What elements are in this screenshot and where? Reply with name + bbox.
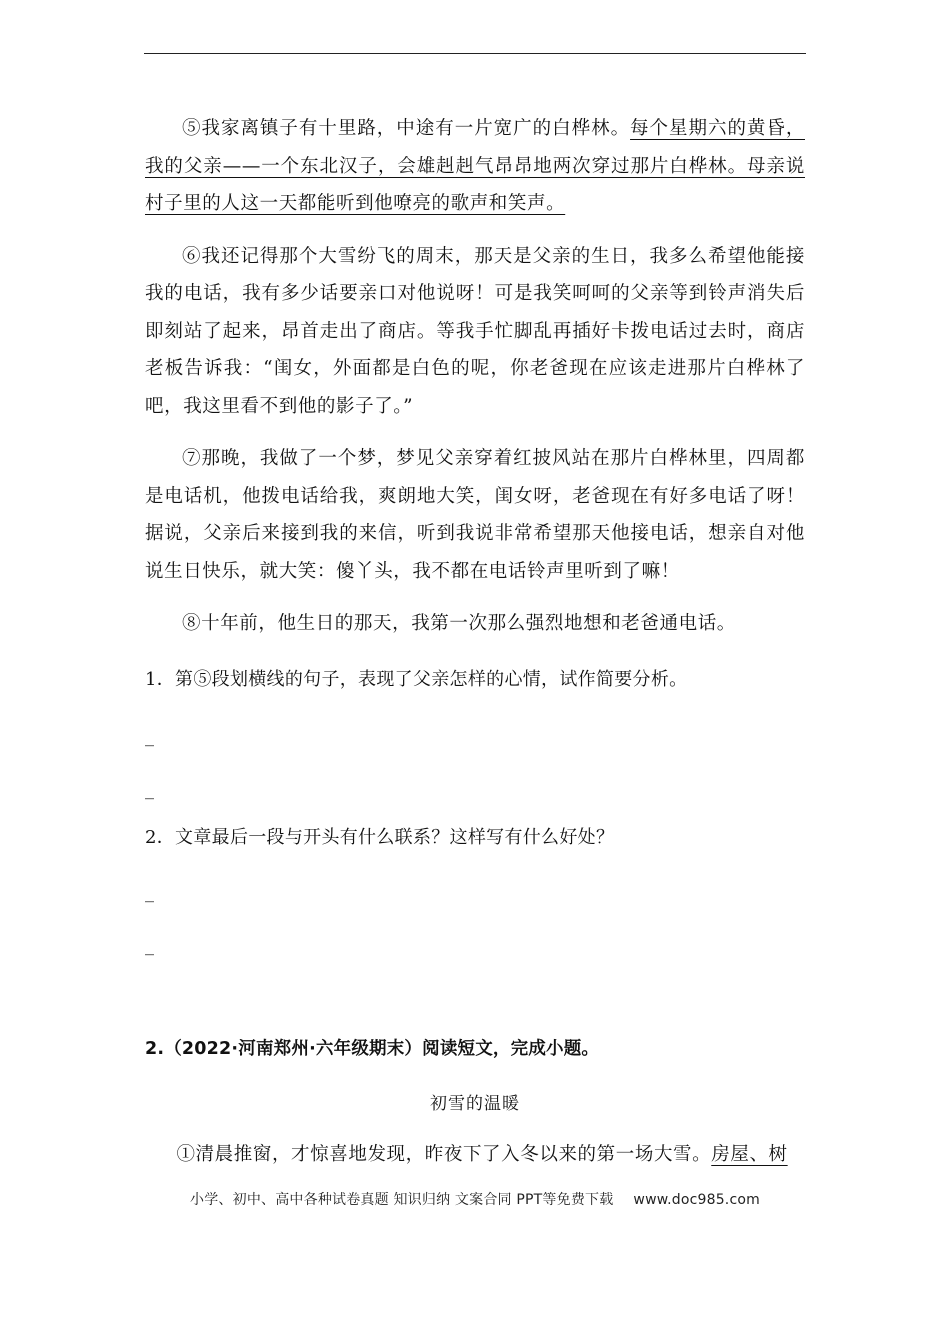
paragraph-5-text: ⑤我家离镇子有十里路，中途有一片宽广的白桦林。 — [182, 118, 631, 139]
answer-blank-1b[interactable]: _ — [145, 779, 154, 800]
paragraph-5-underlined-sentence: 每个星期六的黄昏，我的父亲——一个东北汉子，会雄赳赳气昂昂地两次穿过那片白桦林。母亲说村子里的人这一天都能听到他嘹亮的歌声和笑声。 — [145, 118, 805, 214]
page-footer — [0, 1189, 950, 1209]
question-2: 2．文章最后一段与开头有什么联系？这样写有什么好处？ — [145, 827, 615, 848]
answer-blank-2a[interactable]: _ — [145, 882, 154, 903]
question-1: 1．第⑤段划横线的句子，表现了父亲怎样的心情，试作简要分析。 — [145, 669, 688, 690]
answer-blank-1a[interactable]: _ — [145, 726, 154, 747]
story-title: 初雪的温暖 — [430, 1094, 520, 1114]
paragraph-5 — [145, 110, 805, 223]
story-paragraph-1-underlined: 房屋、树 — [711, 1144, 788, 1165]
answer-blank-2b[interactable]: _ — [145, 935, 154, 956]
section-2-heading: 2.（2022·河南郑州·六年级期末）阅读短文，完成小题。 — [145, 1039, 600, 1059]
paragraph-7: ⑦那晚，我做了一个梦，梦见父亲穿着红披风站在那片白桦林里，四周都是电话机，他拨电话给我，爽朗地大笑，闺女呀，老爸现在有好多电话了呀！据说，父亲后来接到我的来信，听到我说非常希望那天他接电话，想亲自对他说生日快乐，就大笑：傻丫头，我不都在电话铃声里听到了嘛！ — [145, 448, 805, 582]
story-paragraph-1-text: ①清晨推窗，才惊喜地发现，昨夜下了入冬以来的第一场大雪。 — [176, 1144, 712, 1165]
footer-site-link[interactable]: www.doc985.com — [633, 1192, 760, 1208]
paragraph-8: ⑧十年前，他生日的那天，我第一次那么强烈地想和老爸通电话。 — [182, 613, 736, 634]
story-paragraph-1 — [145, 1136, 805, 1173]
paragraph-6: ⑥我还记得那个大雪纷飞的周末，那天是父亲的生日，我多么希望他能接我的电话，我有多少话要亲口对他说呀！可是我笑呵呵的父亲等到铃声消失后即刻站了起来，昂首走出了商店。等我手忙脚乱再插好卡拨电话过去时，商店老板告诉我：“闺女，外面都是白色的呢，你老爸现在应该走进那片白桦林了吧，我这里看不到他的影子了。” — [145, 245, 805, 417]
header-rule — [144, 53, 806, 54]
footer-text: 小学、初中、高中各种试卷真题 知识归纳 文案合同 PPT等免费下载 — [190, 1192, 614, 1208]
passage-body — [145, 110, 805, 658]
